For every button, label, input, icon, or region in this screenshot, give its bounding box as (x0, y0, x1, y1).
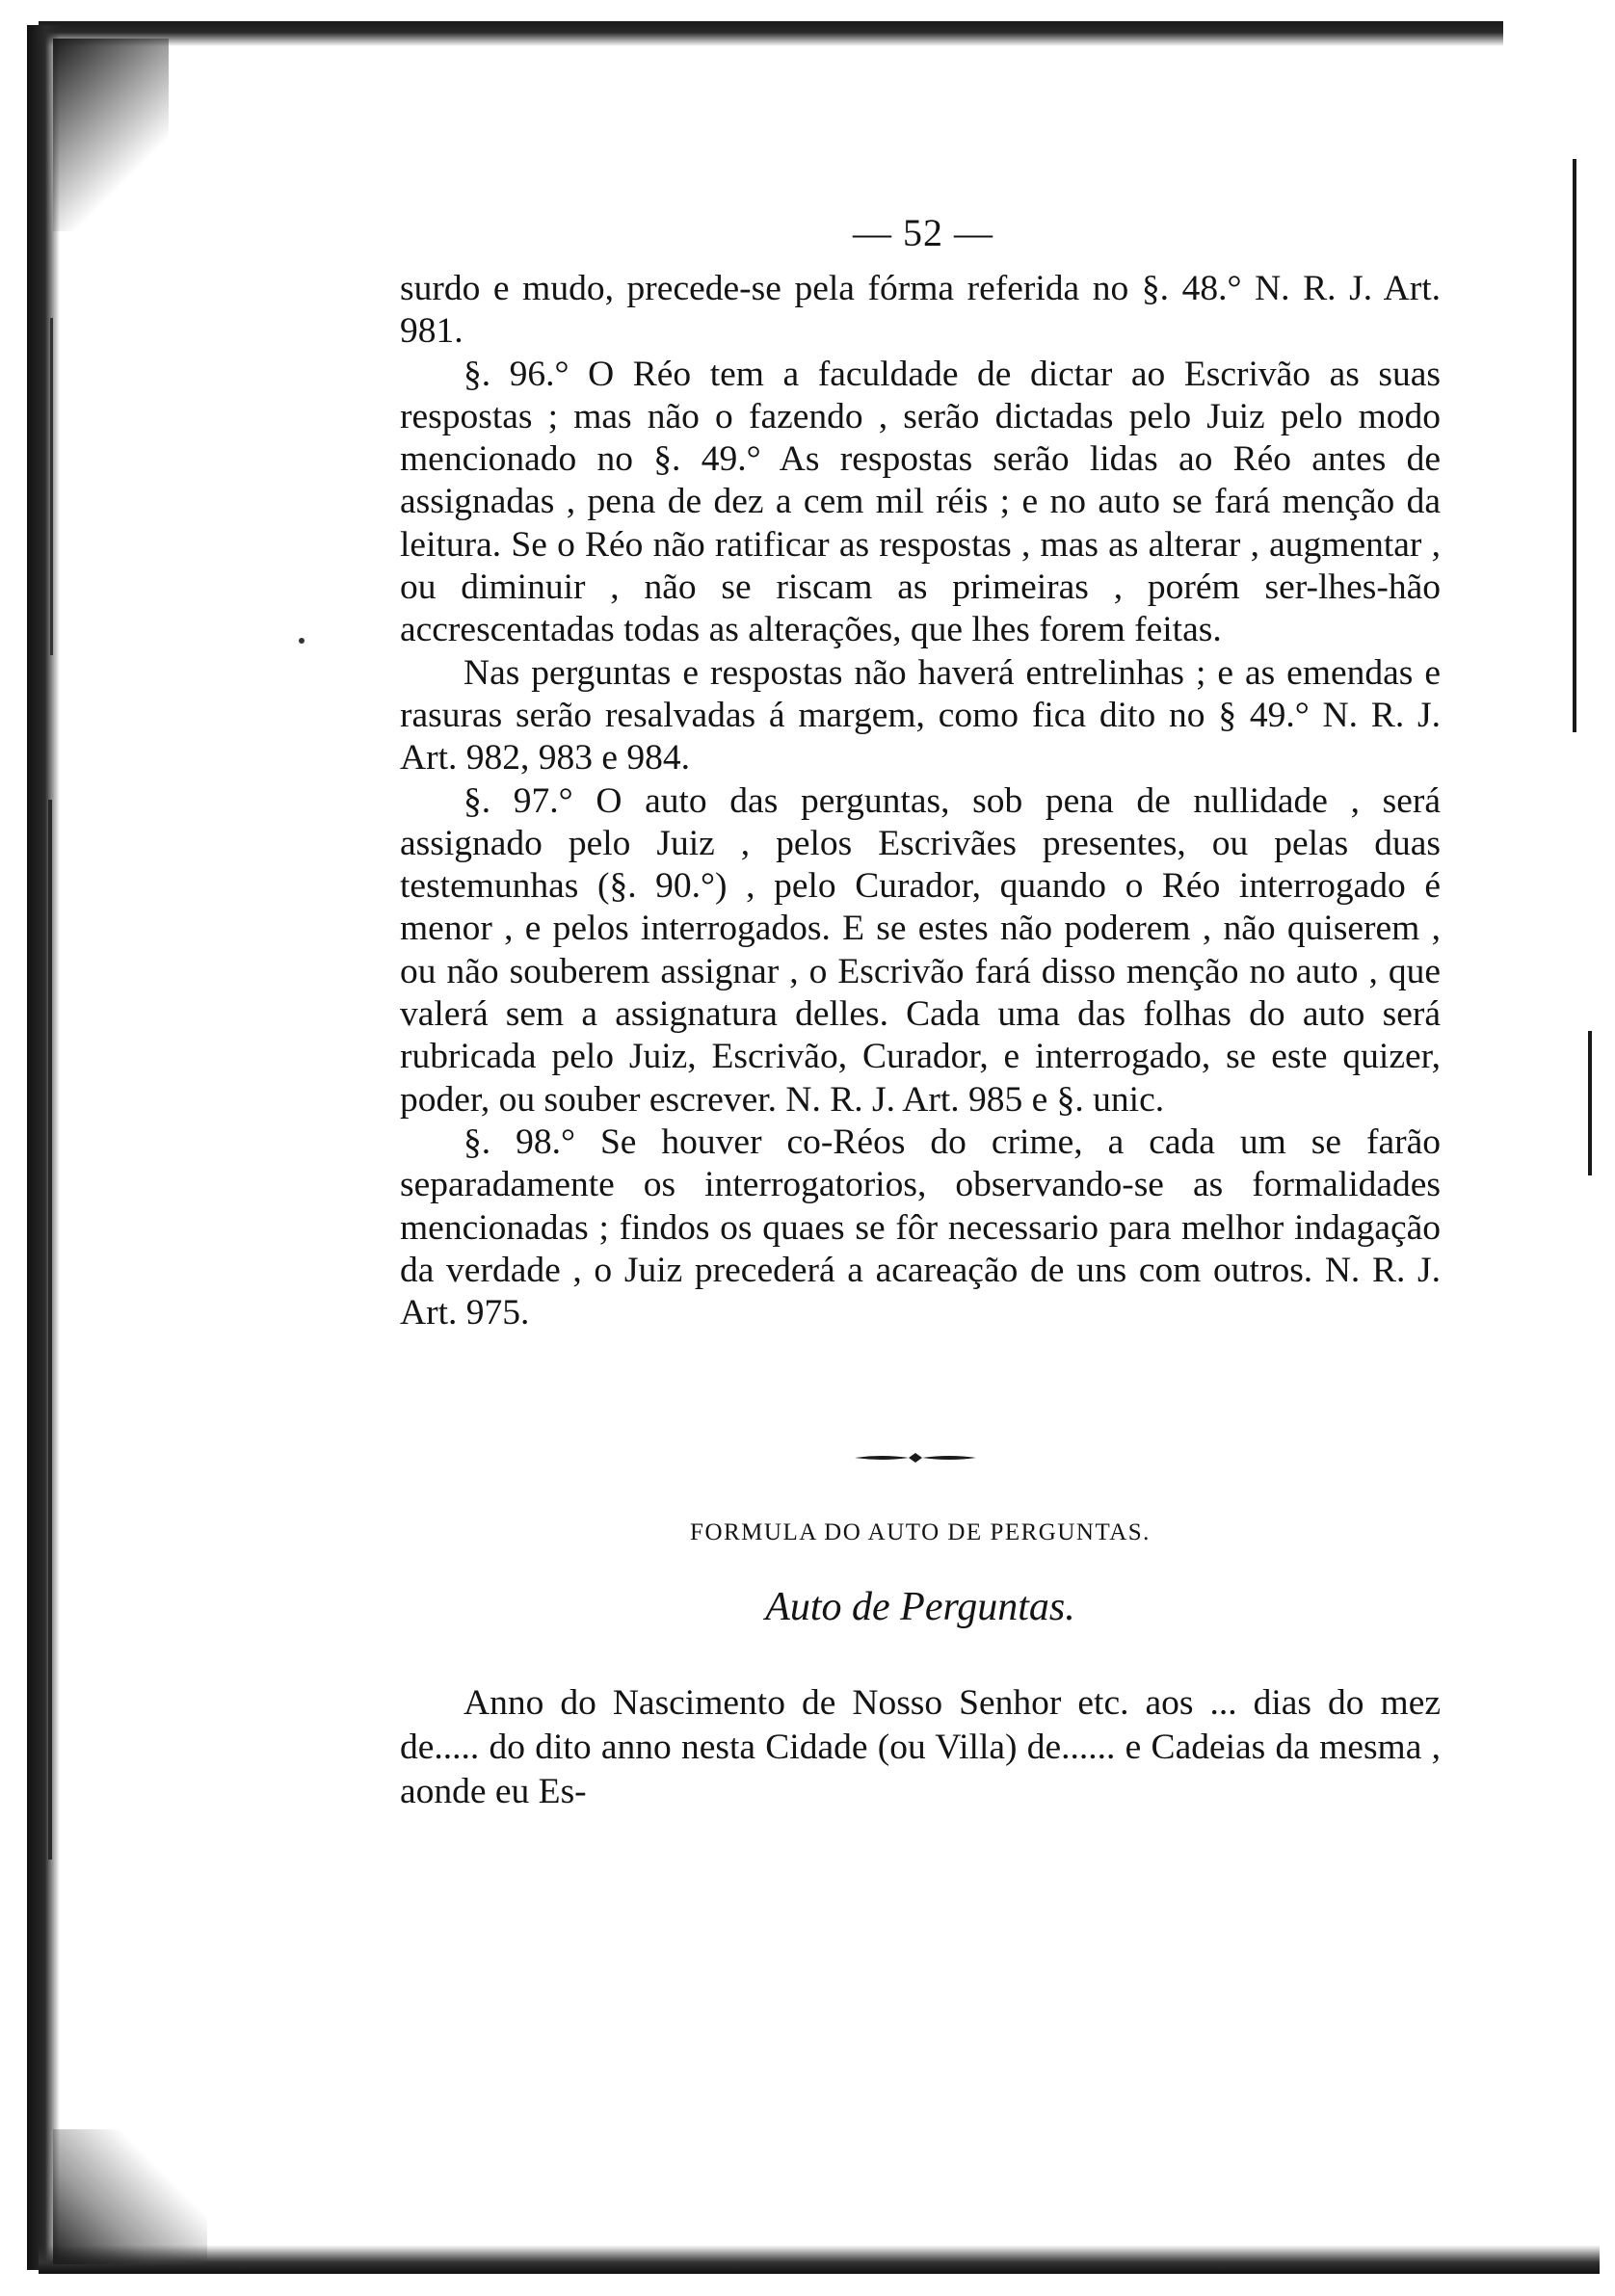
form-paragraph: Anno do Nascimento de Nosso Senhor etc. aos ... dias do mez de..... do dito anno nesta Cidade (ou Villa) de...... e Cadeias da mesma , aonde eu Es- (400, 1683, 1441, 1811)
scan-border-bottom (39, 2245, 1600, 2274)
paragraph-section-98: §. 98.° Se houver co-Réos do crime, a cada um se farão separadamente os interrogatorios, observando-se as formalidades mencionadas ; findos os quaes se fôr necessario para melhor indagação da verdade , o Juiz precederá a acareação de uns com outros. N. R. J. Art. 975. (400, 1122, 1441, 1333)
scan-speck (299, 638, 304, 644)
form-body (400, 1681, 1441, 1814)
form-title: Auto de Perguntas. (765, 1585, 1075, 1629)
ornament-divider (853, 1450, 978, 1465)
scan-border-top (39, 21, 1503, 46)
paragraph-section-97: §. 97.° O auto das perguntas, sob pena de nullidade , será assignado pelo Juiz , pelos Escrivães presentes, ou pelas duas testemunhas (§. 90.°) , pelo Curador, quando o Réo interrogado é menor , e pelos interrogados. E se estes não poderem , não quiserem , ou não souberem assignar , o Escrivão fará disso menção no auto , que valerá sem a assignatura delles. Cada uma das folhas do auto será rubricada pelo Juiz, Escrivão, Curador, e interrogado, se este quizer, poder, ou souber escrever. N. R. J. Art. 985 e §. unic. (400, 780, 1441, 1120)
page-number: — 52 — (853, 211, 993, 254)
scan-border-left (27, 25, 60, 2270)
paragraph-continuation: surdo e mudo, precede-se pela fórma referida no §. 48.° N. R. J. Art. 981. (400, 269, 1441, 352)
scan-corner-shadow-top (53, 39, 169, 231)
scan-edge-mark (1573, 159, 1576, 732)
scan-corner-shadow-bottom (53, 2129, 207, 2264)
paragraph-section-96: §. 96.° O Réo tem a faculdade de dictar ao Escrivão as suas respostas ; mas não o fazendo , serão dictadas pelo Juiz pelo modo mencionado no §. 49.° As respostas serão lidas ao Réo antes de assignadas , pena de dez a cem mil réis ; e no auto se fará menção da leitura. Se o Réo não ratificar as respostas , mas as alterar , augmentar , ou diminuir , não se riscam as primeiras , porém ser-lhes-hão accrescentadas todas as alterações, que lhes forem feitas. (400, 354, 1441, 650)
paragraph-entrelinhas: Nas perguntas e respostas não haverá entrelinhas ; e as emendas e rasuras serão resalvadas á margem, como fica dito no § 49.° N. R. J. Art. 982, 983 e 984. (400, 652, 1441, 779)
scan-edge-mark (1588, 1031, 1592, 1175)
body-text (400, 268, 1441, 1334)
scan-edge-mark (48, 800, 52, 1860)
section-heading: FORMULA DO AUTO DE PERGUNTAS. (690, 1519, 1151, 1545)
scan-edge-mark (50, 318, 53, 655)
